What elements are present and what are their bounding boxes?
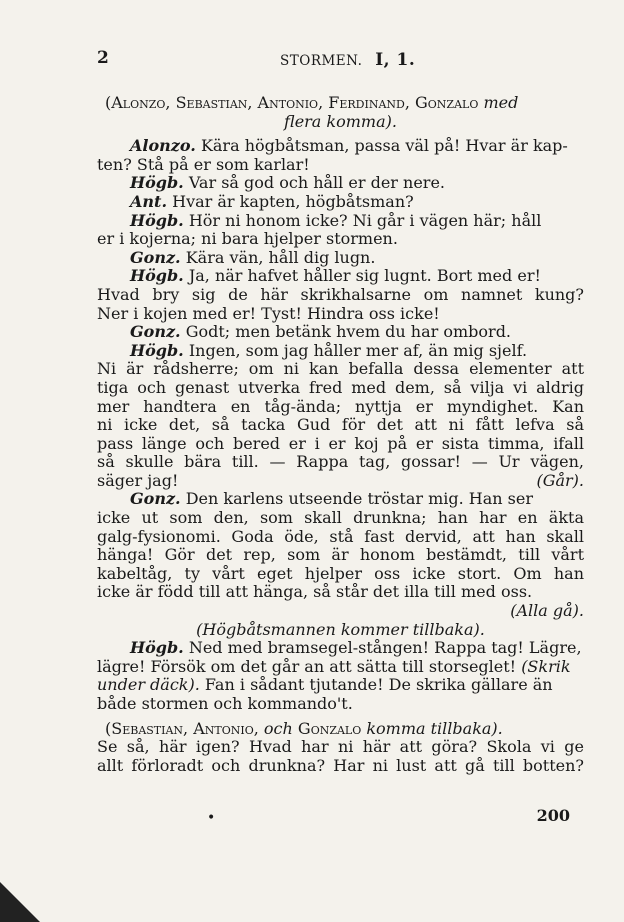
text-run: flera komma). — [284, 111, 397, 131]
speech-text: pass länge och bered er i er koj på er sista timma, ifall — [97, 433, 584, 453]
text-line — [97, 379, 584, 398]
speech-text: Ni är rådsherre; om ni kan befalla dessa elementer att — [97, 359, 584, 379]
speech-text: er i kojerna; ni bara hjelper stormen. — [97, 229, 398, 249]
speech-text: Hvar är kapten, högbåtsman? — [172, 191, 414, 211]
text-line — [97, 676, 584, 695]
speech-line — [97, 212, 584, 231]
text-run: (Högbåtsmannen kommer tillbaka). — [196, 619, 485, 639]
speaker-name: Alonzo. — [130, 136, 196, 156]
speech-text: Ja, när hafvet håller sig lugnt. Bort med er! — [188, 266, 541, 286]
signature-mark: • — [207, 810, 216, 826]
text-run: Fan i sådant tjutande! De skrika gällare än — [199, 675, 553, 695]
speech-line — [97, 267, 584, 286]
speech-text: ten? Stå på er som karlar! — [97, 154, 310, 174]
speech-text: Kära högbåtsman, passa väl på! Hvar är kap- — [200, 136, 568, 156]
text-line — [97, 565, 584, 584]
speech-text: Godt; men betänk hvem du har ombord. — [185, 322, 512, 342]
text-run: (Skrik — [521, 656, 571, 676]
text-run: under däck). — [97, 675, 200, 695]
text-line — [97, 360, 584, 379]
speech-text: Kära vän, håll dig lugn. — [185, 247, 376, 267]
speech-text: kabeltåg, ty vårt eget hjelper oss icke stort. Om han — [97, 563, 584, 583]
speaker-name: Högb. — [130, 340, 184, 360]
speaker-name: Högb. — [130, 638, 184, 658]
text-line — [97, 695, 584, 714]
text-run: (Sebastian, Antonio, — [105, 718, 264, 738]
speech-text: icke är född till att hänga, så står det illa till med oss. — [97, 582, 533, 602]
speech-text: tiga och genast utverka fred med dem, så vilja vi aldrig — [97, 377, 584, 397]
text-line — [97, 286, 584, 305]
speech-text: allt förloradt och drunkna? Har ni lust att gå till botten? — [97, 755, 584, 775]
text-line — [97, 435, 584, 454]
speech-line — [97, 174, 584, 193]
speech-text: icke ut som den, som skall drunkna; han har en äkta — [97, 508, 584, 528]
text-line — [97, 230, 584, 249]
running-title — [280, 50, 415, 70]
page-corner-shadow — [0, 882, 40, 922]
text-line — [97, 509, 584, 528]
speech-text: Ned med bramsegel-stången! Rappa tag! Lägre, — [188, 638, 582, 658]
text-line — [97, 583, 584, 602]
text-line — [97, 453, 584, 472]
page-header — [97, 48, 578, 70]
speaker-name: Gonz. — [130, 489, 181, 509]
speaker-name: Gonz. — [130, 322, 181, 342]
stage-direction — [97, 621, 584, 640]
stage-direction — [97, 602, 584, 621]
text-line — [97, 305, 584, 324]
stage-direction-text: (Alla gå). — [510, 601, 584, 621]
page-footer — [97, 806, 584, 826]
speaker-name: Gonz. — [130, 247, 181, 267]
speaker-name: Ant. — [130, 191, 168, 211]
speech-text: säger jag! — [97, 470, 179, 490]
speaker-name: Högb. — [130, 173, 184, 193]
text-line — [97, 472, 584, 491]
speech-text: Se så, här igen? Hvad har ni här att göra? Skola vi ge — [97, 737, 584, 757]
text-line — [97, 528, 584, 547]
stage-direction — [97, 720, 584, 739]
text-line — [97, 546, 584, 565]
speech-text: Hör ni honom icke? Ni går i vägen här; håll — [188, 210, 542, 230]
stage-direction — [97, 113, 584, 132]
text-line — [97, 757, 584, 776]
speech-line — [97, 490, 584, 509]
speech-line — [97, 249, 584, 268]
folio-number: 200 — [536, 806, 570, 825]
speech-text: Var så god och håll er der nere. — [188, 173, 445, 193]
speech-text: både stormen och kommando't. — [97, 694, 353, 713]
speech-text: galg-fysionomi. Goda öde, stå fast dervid, att han skall — [97, 526, 584, 546]
speech-line — [97, 639, 584, 658]
text-line — [97, 398, 584, 417]
speech-line — [97, 137, 584, 156]
stage-direction — [97, 94, 584, 113]
page-number: 2 — [97, 48, 109, 68]
speech-text: Hvad bry sig de här skrikhalsarne om namnet kung? — [97, 284, 584, 304]
text-line — [97, 738, 584, 757]
speech-line — [97, 323, 584, 342]
speech-text: ni icke det, så tacka Gud för det att ni fått lefva så — [97, 415, 584, 435]
speech-text: Den karlens utseende tröstar mig. Han ser — [185, 489, 533, 509]
text-line — [97, 416, 584, 435]
speaker-name: Högb. — [130, 210, 184, 230]
text-line — [97, 658, 584, 677]
speech-text: mer handtera en tåg-ända; nyttja er myndighet. Kan — [97, 396, 584, 416]
text-body — [97, 94, 584, 775]
speech-text: hänga! Gör det rep, som är honom bestämdt, till vårt — [97, 545, 584, 565]
speaker-name: Högb. — [130, 266, 184, 286]
speech-text: Ingen, som jag håller mer af, än mig sjelf. — [188, 340, 528, 360]
text-run: komma tillbaka). — [366, 718, 503, 738]
text-run: (Alonzo, Sebastian, Antonio, Ferdinand, Gonzalo — [105, 93, 484, 112]
speech-line — [97, 193, 584, 212]
speech-text: Ner i kojen med er! Tyst! Hindra oss icke! — [97, 303, 440, 323]
text-run: och — [263, 718, 298, 738]
speech-line — [97, 342, 584, 361]
act-scene: I, 1. — [375, 50, 416, 70]
text-run: med — [483, 93, 519, 112]
text-run: Gonzalo — [297, 718, 367, 738]
text-run: lägre! Försök om det går an att sätta till storseglet! — [97, 656, 522, 676]
running-title-text: STORMEN. — [280, 53, 363, 69]
speech-text: så skulle bära till. — Rappa tag, gossar! — Ur vägen, — [97, 452, 584, 472]
text-line — [97, 156, 584, 175]
stage-direction: (Går). — [536, 470, 584, 490]
